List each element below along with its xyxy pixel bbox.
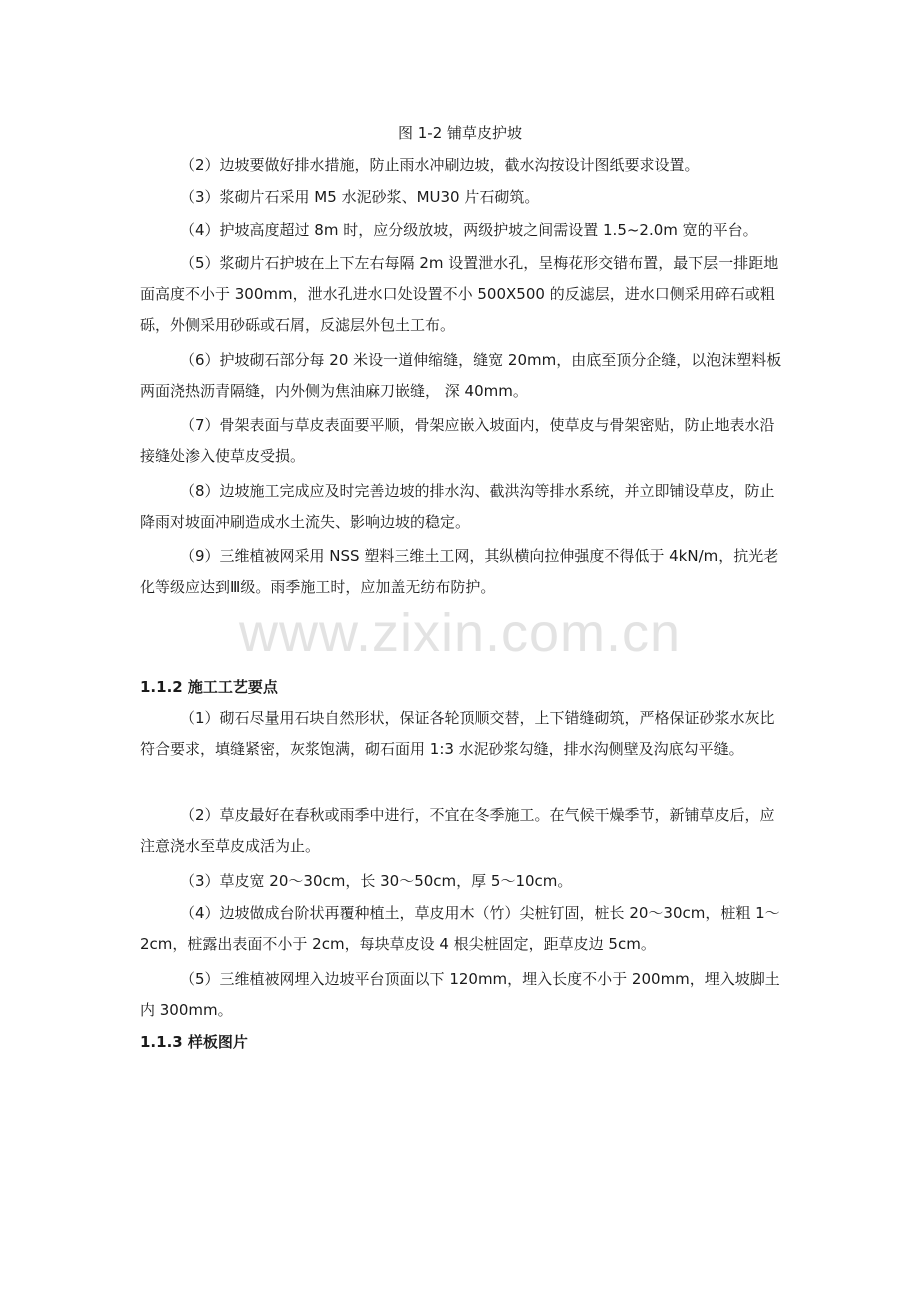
paragraph-turf-season: （2）草皮最好在春秋或雨季中进行，不宜在冬季施工。在气候干燥季节，新铺草皮后，应注意浇水至草皮成活为止。 [140,806,775,855]
paragraph-geonet: （9）三维植被网采用 NSS 塑料三维土工网，其纵横向拉伸强度不得低于 4kN/m，抗光老化等级应达到Ⅲ级。雨季施工时，应加盖无纺布防护。 [140,547,779,596]
paragraph-weep-holes: （5）浆砌片石护坡在上下左右每隔 2m 设置泄水孔，呈梅花形交错布置，最下层一排距地面高度不小于 300mm，泄水孔进水口处设置不小 500X500 的反滤层，进水口侧采用碎石或粗砾，外侧采用砂砾或石屑，反滤层外包土工布。 [140,254,779,334]
paragraph-mortar-stone: （3）浆砌片石采用 M5 水泥砂浆、MU30 片石砌筑。 [180,188,540,206]
heading-sample-images: 1.1.3 样板图片 [140,1033,248,1051]
paragraph-turf-size: （3）草皮宽 20～30cm，长 30～50cm，厚 5～10cm。 [180,872,573,890]
paragraph-drainage: （2）边坡要做好排水措施，防止雨水冲刷边坡，截水沟按设计图纸要求设置。 [180,156,700,174]
paragraph-stakes: （4）边坡做成台阶状再覆种植土，草皮用木（竹）尖桩钉固，桩长 20～30cm，桩粗 1～2cm，桩露出表面不小于 2cm，每块草皮设 4 根尖桩固定，距草皮边 5cm。 [140,904,780,953]
watermark: www.zixin.com.cn [238,603,682,663]
paragraph-slope-height: （4）护坡高度超过 8m 时，应分级放坡，两级护坡之间需设置 1.5~2.0m 宽的平台。 [180,221,758,239]
paragraph-masonry: （1）砌石尽量用石块自然形状，保证各轮顶顺交替，上下错缝砌筑，严格保证砂浆水灰比符合要求，填缝紧密，灰浆饱满，砌石面用 1:3 水泥砂浆勾缝，排水沟侧壁及沟底勾平缝。 [140,709,775,758]
paragraph-drainage-system: （8）边坡施工完成应及时完善边坡的排水沟、截洪沟等排水系统，并立即铺设草皮，防止降雨对坡面冲刷造成水土流失、影响边坡的稳定。 [140,482,775,531]
paragraph-frame-surface: （7）骨架表面与草皮表面要平顺，骨架应嵌入坡面内，使草皮与骨架密贴，防止地表水沿接缝处渗入使草皮受损。 [140,416,775,465]
paragraph-expansion-joints: （6）护坡砌石部分每 20 米设一道伸缩缝，缝宽 20mm，由底至顶分企缝，以泡沫塑料板两面浇热沥青隔缝，内外侧为焦油麻刀嵌缝， 深 40mm。 [140,351,782,400]
heading-construction-points: 1.1.2 施工工艺要点 [140,678,278,696]
figure-caption: 图 1-2 铺草皮护坡 [397,124,523,142]
paragraph-geonet-anchor: （5）三维植被网埋入边坡平台顶面以下 120mm，埋入长度不小于 200mm，埋入坡脚土内 300mm。 [140,970,780,1019]
